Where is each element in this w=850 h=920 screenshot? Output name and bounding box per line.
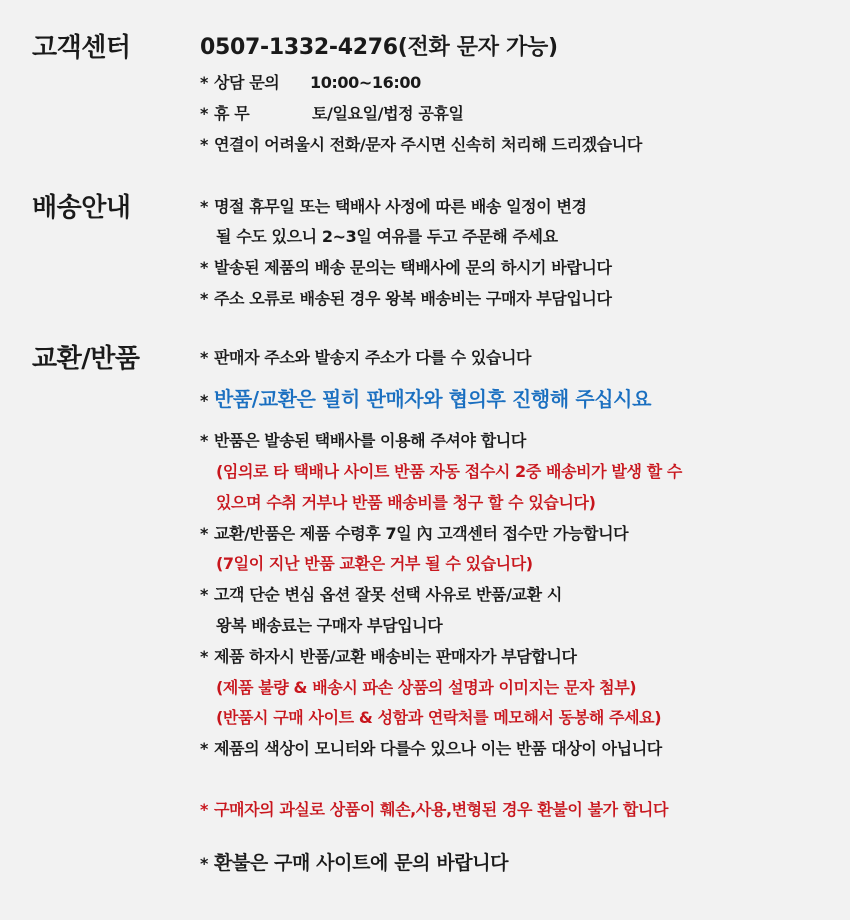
bullet: * xyxy=(200,647,208,666)
returns-line-2 xyxy=(200,383,651,412)
bullet: * xyxy=(200,854,208,873)
returns-line-2-text: 반품/교환은 필히 판매자와 협의후 진행해 주십시요 xyxy=(213,387,652,411)
returns-line-5-text: 고객 단순 변심 옵션 잘못 선택 사유로 반품/교환 시 xyxy=(213,585,562,604)
hours-value: 10:00~16:00 xyxy=(309,73,421,92)
shipping-line-1-text: 명절 휴무일 또는 택배사 사정에 따른 배송 일정이 변경 xyxy=(213,197,587,216)
bullet: * xyxy=(200,258,208,277)
returns-line-1-text: 판매자 주소와 발송지 주소가 다를 수 있습니다 xyxy=(213,348,532,367)
bullet: * xyxy=(200,524,208,543)
bullet: * xyxy=(200,289,208,308)
phone-number: 0507-1332-4276(전화 문자 가능) xyxy=(200,35,558,60)
returns-line-9 xyxy=(200,848,508,875)
returns-line-3-warning-a: (임의로 타 택배나 사이트 반품 자동 접수시 2중 배송비가 발생 할 수 xyxy=(216,462,682,481)
returns-line-4-text: 교환/반품은 제품 수령후 7일 內 고객센터 접수만 가능합니다 xyxy=(213,524,629,543)
bullet: * xyxy=(200,73,208,92)
returns-line-7 xyxy=(200,736,662,759)
closed-line xyxy=(200,101,464,124)
shipping-line-3-text: 주소 오류로 배송된 경우 왕복 배송비는 구매자 부담입니다 xyxy=(213,289,612,308)
bullet: * xyxy=(200,585,208,604)
shipping-line-3 xyxy=(200,286,612,309)
returns-line-9-text: 환불은 구매 사이트에 문의 바랍니다 xyxy=(213,852,509,874)
returns-line-4-warning: (7일이 지난 반품 교환은 거부 될 수 있습니다) xyxy=(216,554,533,573)
bullet: * xyxy=(200,391,208,410)
shipping-line-2 xyxy=(200,255,612,278)
returns-line-8 xyxy=(200,797,668,820)
returns-line-4 xyxy=(200,521,628,544)
returns-line-8-text: 구매자의 과실로 상품이 훼손,사용,변형된 경우 환불이 불가 합니다 xyxy=(213,800,669,819)
bullet: * xyxy=(200,135,208,154)
returns-line-6 xyxy=(200,644,577,667)
hours-label: 상담 문의 xyxy=(213,73,280,92)
bullet: * xyxy=(200,800,208,819)
shipping-line-1 xyxy=(200,194,587,217)
returns-line-6-text: 제품 하자시 반품/교환 배송비는 판매자가 부담합니다 xyxy=(213,647,577,666)
bullet: * xyxy=(200,104,208,123)
closed-value: 토/일요일/법정 공휴일 xyxy=(311,104,464,123)
shipping-line-2-text: 발송된 제품의 배송 문의는 택배사에 문의 하시기 바랍니다 xyxy=(213,258,612,277)
shipping-line-1-cont: 될 수도 있으니 2~3일 여유를 두고 주문해 주세요 xyxy=(216,227,558,246)
contact-note-text: 연결이 어려울시 전화/문자 주시면 신속히 처리해 드리겠습니다 xyxy=(213,135,642,154)
closed-label: 휴 무 xyxy=(213,104,250,123)
shipping-heading: 배송안내 xyxy=(32,193,131,223)
returns-line-6-warning-b: (반품시 구매 사이트 & 성함과 연락처를 메모해서 동봉해 주세요) xyxy=(216,708,662,727)
returns-line-3-warning-b: 있으며 수취 거부나 반품 배송비를 청구 할 수 있습니다) xyxy=(216,493,596,512)
returns-line-6-warning-a: (제품 불량 & 배송시 파손 상품의 설명과 이미지는 문자 첨부) xyxy=(216,678,637,697)
returns-heading: 교환/반품 xyxy=(32,344,140,374)
returns-line-3-text: 반품은 발송된 택배사를 이용해 주셔야 합니다 xyxy=(213,431,526,450)
returns-line-1 xyxy=(200,345,531,368)
returns-line-5-cont: 왕복 배송료는 구매자 부담입니다 xyxy=(216,616,443,635)
bullet: * xyxy=(200,348,208,367)
bullet: * xyxy=(200,197,208,216)
bullet: * xyxy=(200,431,208,450)
returns-line-5 xyxy=(200,582,562,605)
customer-center-heading: 고객센터 xyxy=(32,33,131,63)
contact-note xyxy=(200,132,642,155)
returns-line-7-text: 제품의 색상이 모니터와 다를수 있으나 이는 반품 대상이 아닙니다 xyxy=(213,739,662,758)
bullet: * xyxy=(200,739,208,758)
returns-line-3 xyxy=(200,428,526,451)
hours-line xyxy=(200,70,421,93)
